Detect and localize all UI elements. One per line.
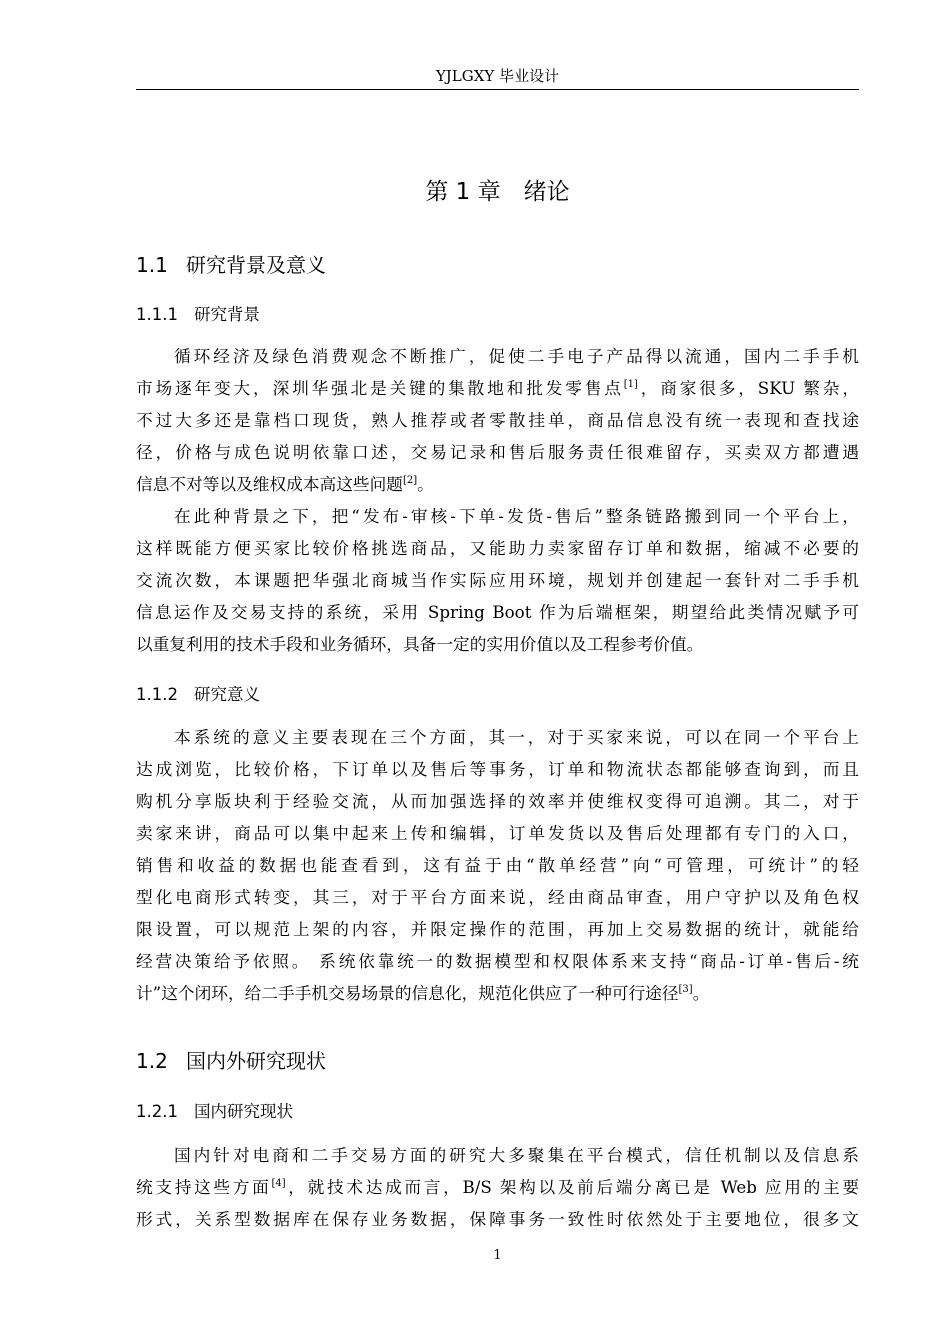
subsection-heading-1-1-1	[136, 303, 260, 327]
paragraph-line: 径，价格与成色说明依靠口述，交易记录和售后服务责任很难留存，买卖双方都遭遇	[136, 442, 859, 462]
paragraph-line: 统支持这些方面[4]，就技术达成而言，B/S 架构以及前后端分离已是 Web 应用的主要	[136, 1177, 859, 1197]
paragraph-line: 信息不对等以及维权成本高这些问题[2]。	[136, 474, 434, 494]
subsection-title: 研究背景	[194, 305, 260, 324]
paragraph-line: 限设置，可以规范上架的内容，并限定操作的范围，再加上交易数据的统计，就能给	[136, 919, 859, 939]
paragraph-background-1	[136, 340, 859, 500]
paragraph-line: 国内针对电商和二手交易方面的研究大多聚集在平台模式，信任机制以及信息系	[174, 1145, 859, 1165]
citation-ref: [2]	[403, 475, 418, 486]
subsection-number: 1.2.1	[136, 1102, 178, 1121]
section-number: 1.2	[136, 1049, 168, 1073]
paragraph-line: 计”这个闭环，给二手手机交易场景的信息化，规范化供应了一种可行途径[3]。	[136, 983, 710, 1003]
paragraph-line: 形式，关系型数据库在保存业务数据，保障事务一致性时依然处于主要地位，很多文	[136, 1209, 859, 1229]
header-rule	[136, 89, 859, 90]
paragraph-line: 达成浏览，比较价格，下订单以及售后等事务，订单和物流状态都能够查询到，而且	[136, 759, 859, 779]
page-number: 1	[493, 1248, 502, 1263]
section-title: 国内外研究现状	[186, 1049, 326, 1073]
paragraph-domestic-research	[136, 1139, 859, 1235]
paragraph-line: 不过大多还是靠档口现货，熟人推荐或者零散挂单，商品信息没有统一表现和查找途	[136, 410, 859, 430]
paragraph-line: 型化电商形式转变，其三，对于平台方面来说，经由商品审查，用户守护以及角色权	[136, 887, 859, 907]
chapter-title: 第 1 章 绪论	[425, 179, 570, 205]
subsection-heading-1-1-2	[136, 683, 260, 707]
paragraph-line: 在此种背景之下，把“发布-审核-下单-发货-售后”整条链路搬到同一个平台上，	[174, 506, 859, 526]
section-heading-1-2	[136, 1047, 326, 1075]
paragraph-line: 市场逐年变大，深圳华强北是关键的集散地和批发零售点[1]，商家很多，SKU 繁杂，	[136, 378, 859, 398]
page-header: YJLGXY 毕业设计	[435, 67, 560, 85]
citation-ref: [1]	[623, 379, 638, 390]
paragraph-line: 经营决策给予依照。 系统依靠统一的数据模型和权限体系来支持“商品-订单-售后-统	[136, 951, 859, 971]
section-number: 1.1	[136, 253, 168, 277]
paragraph-line: 销售和收益的数据也能查看到，这有益于由“散单经营”向“可管理，可统计”的轻	[136, 855, 859, 875]
paragraph-line: 本系统的意义主要表现在三个方面，其一，对于买家来说，可以在同一个平台上	[174, 727, 859, 747]
paragraph-line: 购机分享版块利于经验交流，从而加强选择的效率并使维权变得可追溯。其二，对于	[136, 791, 859, 811]
paragraph-background-2	[136, 500, 859, 660]
citation-ref: [4]	[271, 1178, 286, 1189]
subsection-number: 1.1.2	[136, 685, 178, 704]
subsection-title: 研究意义	[194, 685, 260, 704]
paragraph-line: 以重复利用的技术手段和业务循环，具备一定的实用价值以及工程参考价值。	[136, 634, 704, 654]
paragraph-line: 这样既能方便买家比较价格挑选商品，又能助力卖家留存订单和数据，缩减不必要的	[136, 538, 859, 558]
section-title: 研究背景及意义	[186, 253, 326, 277]
subsection-number: 1.1.1	[136, 305, 178, 324]
paragraph-line: 卖家来讲，商品可以集中起来上传和编辑，订单发货以及售后处理都有专门的入口，	[136, 823, 859, 843]
paragraph-significance	[136, 721, 859, 1009]
paragraph-line: 循环经济及绿色消费观念不断推广，促使二手电子产品得以流通，国内二手手机	[174, 346, 859, 366]
paragraph-line: 信息运作及交易支持的系统，采用 Spring Boot 作为后端框架，期望给此类情况赋予可	[136, 602, 859, 622]
paragraph-line: 交流次数，本课题把华强北商城当作实际应用环境，规划并创建起一套针对二手手机	[136, 570, 859, 590]
subsection-heading-1-2-1	[136, 1100, 293, 1124]
section-heading-1-1	[136, 251, 326, 279]
subsection-title: 国内研究现状	[194, 1102, 293, 1121]
citation-ref: [3]	[678, 984, 693, 995]
